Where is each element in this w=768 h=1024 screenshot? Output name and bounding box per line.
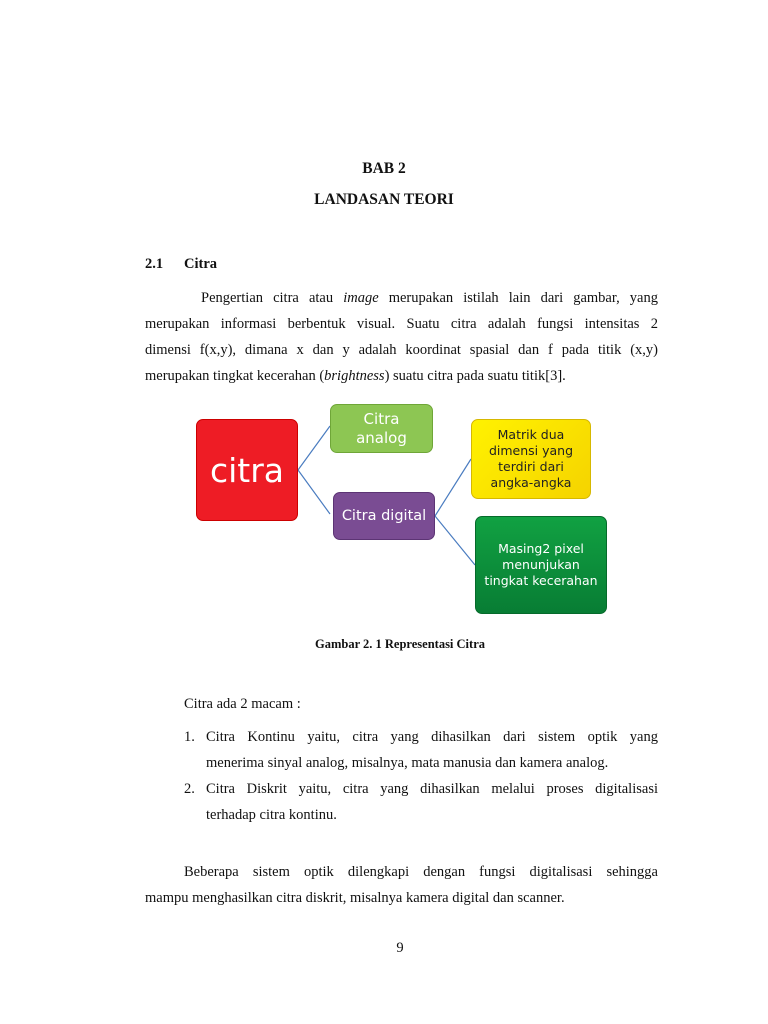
figure-caption: Gambar 2. 1 Representasi Citra [314, 637, 485, 651]
closing-paragraph [145, 859, 658, 911]
types-intro: Citra ada 2 macam : [184, 696, 301, 712]
list-item: 2. Citra Diskrit yaitu, citra yang dihasilkan melalui proses digitalisasi terhadap citra kontinu. [184, 781, 658, 823]
intro-line-1: Pengertian citra atau image merupakan istilah lain dari gambar, yang [201, 290, 658, 306]
intro-line-3: dimensi f(x,y), dimana x dan y adalah koordinat spasial dan f pada titik (x,y) [145, 342, 658, 358]
node-citra-analog: Citra analog [330, 404, 433, 453]
intro-line-2: merupakan informasi berbentuk visual. Suatu citra adalah fungsi intensitas 2 [145, 316, 658, 332]
types-list [184, 724, 658, 828]
chapter-title: LANDASAN TEORI [314, 191, 454, 208]
connector-analog [298, 426, 330, 514]
node-pixel: Masing2 pixel menunjukan tingkat kecerahan [475, 516, 607, 614]
section-title: Citra [184, 256, 218, 272]
list-item: 1. Citra Kontinu yaitu, citra yang dihasilkan dari sistem optik yang menerima sinyal analog, misalnya, mata manusia dan kamera analog. [184, 729, 658, 771]
page-number: 9 [396, 940, 404, 956]
closing-line-1: Beberapa sistem optik dilengkapi dengan fungsi digitalisasi sehingga [184, 864, 658, 880]
connector-digital [435, 459, 475, 565]
section-number: 2.1 [145, 256, 164, 272]
node-matrik: Matrik dua dimensi yang terdiri dari angka-angka [471, 419, 591, 499]
intro-line-4: merupakan tingkat kecerahan (brightness) suatu citra pada suatu titik[3]. [145, 368, 566, 384]
closing-line-2: mampu menghasilkan citra diskrit, misalnya kamera digital dan scanner. [145, 890, 565, 906]
chapter-number: BAB 2 [362, 160, 406, 177]
node-citra: citra [196, 419, 298, 521]
node-citra-digital: Citra digital [333, 492, 435, 540]
